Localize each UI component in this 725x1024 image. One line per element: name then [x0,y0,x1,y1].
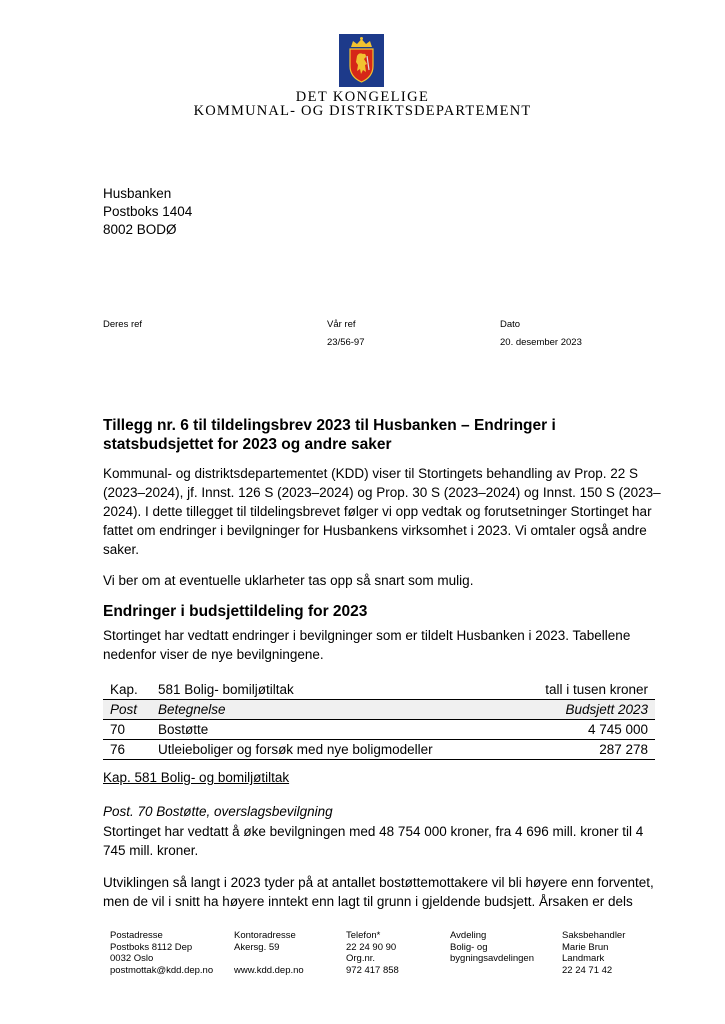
footer-saksbehandler [562,930,625,976]
footer-line: Marie Brun [562,941,609,953]
betegnelse-cell: Bostøtte [151,720,510,740]
section-paragraph: Stortinget har vedtatt endringer i bevilgninger som er tildelt Husbanken i 2023. Tabellene nedenfor viser de nye bevilgningene. [103,628,631,662]
post-cell: 70 [103,720,151,740]
date-label: Dato [500,319,521,330]
footer-line [450,965,534,977]
var-ref-label: Vår ref [327,319,356,330]
footer-postadresse [110,930,213,976]
footer-telefon [346,930,399,976]
var-ref-value: 23/56-97 [327,337,365,348]
col-post: Post [103,700,151,720]
table-column-headers [103,700,655,720]
footer-avdeling [450,930,534,976]
col-budsjett: Budsjett 2023 [510,700,655,720]
budsjett-cell: 4 745 000 [510,720,655,740]
footer-email: postmottak@kdd.dep.no [110,964,214,976]
post70-heading: Post. 70 Bostøtte, overslagsbevilgning [103,804,333,819]
recipient-line: Husbanken [103,186,172,201]
table-row [103,720,655,740]
footer-line: Telefon* [346,930,381,941]
footer-line: Bolig- og [450,941,488,953]
table-row [103,740,655,760]
last-paragraph: Utviklingen så langt i 2023 tyder på at antallet bostøttemottakere vil bli høyere enn forventet, men de vil i snitt ha høyere inntekt enn lagt til grunn i gjeldende budsjett. Årsaken er dels [103,875,654,909]
deres-ref-label: Deres ref [103,319,143,330]
post-cell: 76 [103,740,151,760]
footer-line: 0032 Oslo [110,953,154,964]
footer-line: 972 417 858 [346,964,399,976]
section-heading: Endringer i budsjettildeling for 2023 [103,603,368,620]
footer-line: Org.nr. [346,953,376,964]
footer-line: Avdeling [450,930,487,941]
coat-of-arms-icon [339,34,384,87]
intro-paragraph-2: Vi ber om at eventuelle uklarheter tas opp så snart som mulig. [103,573,474,588]
table-header-row [103,680,655,700]
department-name-line1: DET KONGELIGE [295,89,430,105]
col-betegnelse: Betegnelse [151,700,510,720]
post70-paragraph: Stortinget har vedtatt å øke bevilgningen med 48 754 000 kroner, fra 4 696 mill. kroner til 4 745 mill. kroner. [103,824,644,858]
footer-website: www.kdd.dep.no [234,964,304,976]
footer-line: Landmark [562,953,605,964]
kap-heading: Kap. 581 Bolig- og bomiljøtiltak [103,770,290,785]
kap-title: 581 Bolig- bomiljøtiltak [151,680,510,700]
footer-line: Postadresse [110,930,163,941]
footer-line: bygningsavdelingen [450,953,534,964]
kap-label: Kap. [103,680,151,700]
betegnelse-cell: Utleieboliger og forsøk med nye boligmodeller [151,740,510,760]
recipient-address [103,185,192,239]
footer-line: Akersg. 59 [234,941,280,953]
intro-paragraph: Kommunal- og distriktsdepartementet (KDD) viser til Stortingets behandling av Prop. 22 S (2023–2024), jf. Innst. 126 S (2023–2024) og Prop. 30 S (2023–2024) og Innst. 150 S (2023–2024). I dette tillegget til tildelingsbrevet følger vi opp vedtak og forutsetninger Stortinget har fattet om endringer i bevilgninger for Husbankens virksomhet i 2023. Vi omtaler også andre saker. [103,466,661,557]
footer-line: Kontoradresse [234,930,296,941]
letter-title: Tillegg nr. 6 til tildelingsbrev 2023 til Husbanken – Endringer i statsbudsjettet for 2023 og andre saker [103,417,556,453]
date-value: 20. desember 2023 [500,337,582,348]
footer-line: 22 24 71 42 [562,964,613,976]
budsjett-cell: 287 278 [510,740,655,760]
recipient-line: 8002 BODØ [103,222,177,237]
unit-label: tall i tusen kroner [510,680,655,700]
footer-line: Postboks 8112 Dep [110,941,193,953]
footer-line: 22 24 90 90 [346,941,397,953]
footer-kontoradresse [234,930,304,976]
recipient-line: Postboks 1404 [103,204,193,219]
footer-line: Saksbehandler [562,930,626,941]
budget-table [103,680,655,760]
department-name-line2: KOMMUNAL- OG DISTRIKTSDEPARTEMENT [193,103,532,119]
footer-line [234,953,304,965]
